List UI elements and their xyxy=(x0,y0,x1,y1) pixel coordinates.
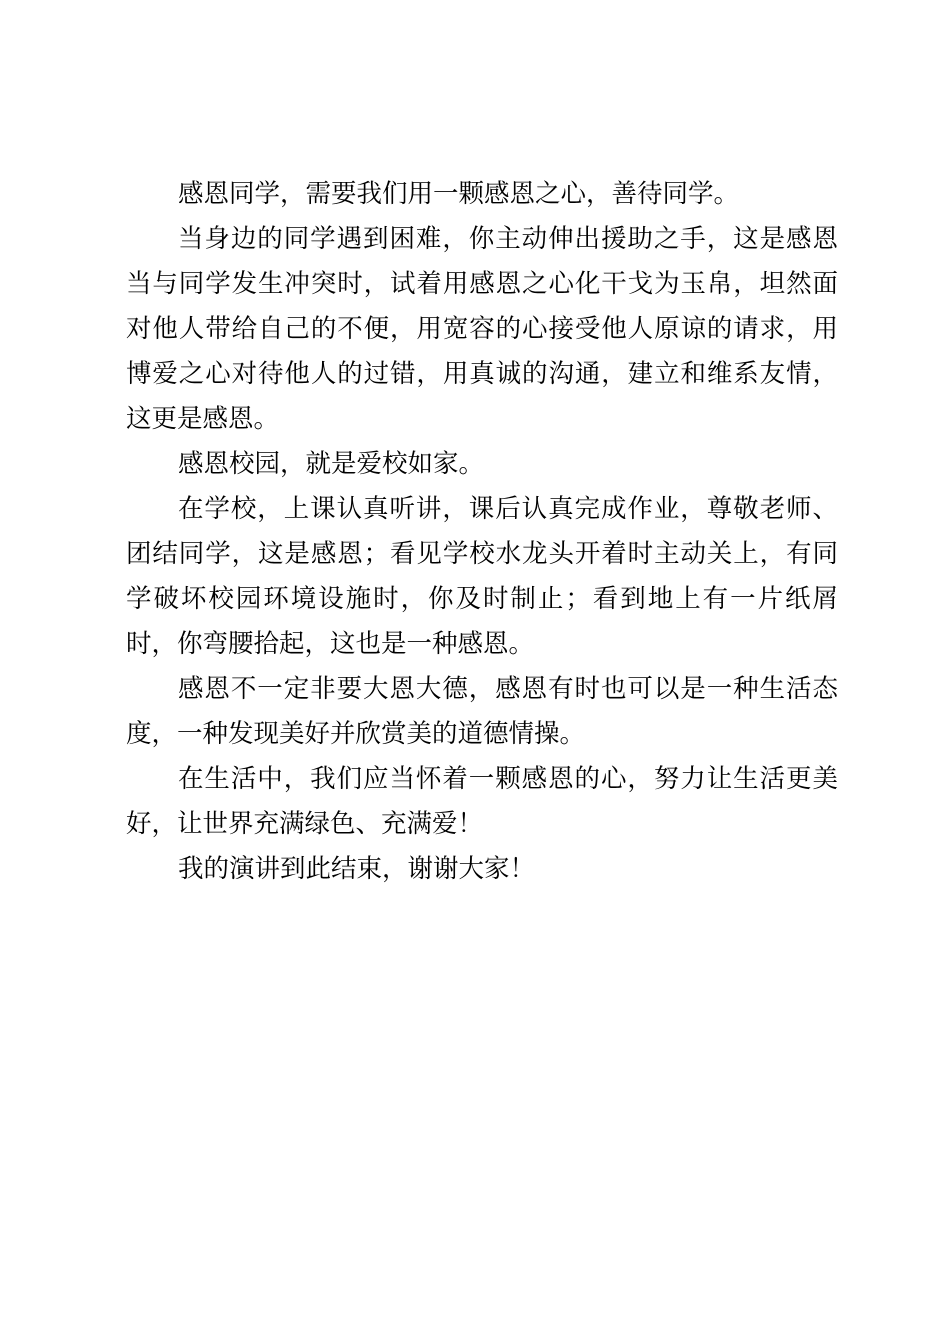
paragraph: 感恩同学，需要我们用一颗感恩之心，善待同学。 xyxy=(178,179,740,209)
paragraph: 在学校，上课认真听讲，课后认真完成作业，尊敬老师、团结同学，这是感恩；看见学校水龙头开着时主动关上，有同学破坏校园环境设施时，你及时制止；看到地上有一片纸屑时，你弯腰拾起，这也是一种感恩。 xyxy=(126,494,838,659)
paragraph: 我的演讲到此结束，谢谢大家！ xyxy=(178,854,536,884)
paragraph: 感恩校园，就是爱校如家。 xyxy=(178,449,485,479)
paragraph: 在生活中，我们应当怀着一颗感恩的心，努力让生活更美好，让世界充满绿色、充满爱！ xyxy=(126,764,838,839)
paragraph: 当身边的同学遇到困难，你主动伸出援助之手，这是感恩当与同学发生冲突时，试着用感恩之心化干戈为玉帛，坦然面对他人带给自己的不便，用宽容的心接受他人原谅的请求，用博爱之心对待他人的过错，用真诚的沟通，建立和维系友情，这更是感恩。 xyxy=(126,224,838,434)
document-body xyxy=(126,172,838,892)
paragraph: 感恩不一定非要大恩大德，感恩有时也可以是一种生活态度，一种发现美好并欣赏美的道德情操。 xyxy=(126,674,838,749)
